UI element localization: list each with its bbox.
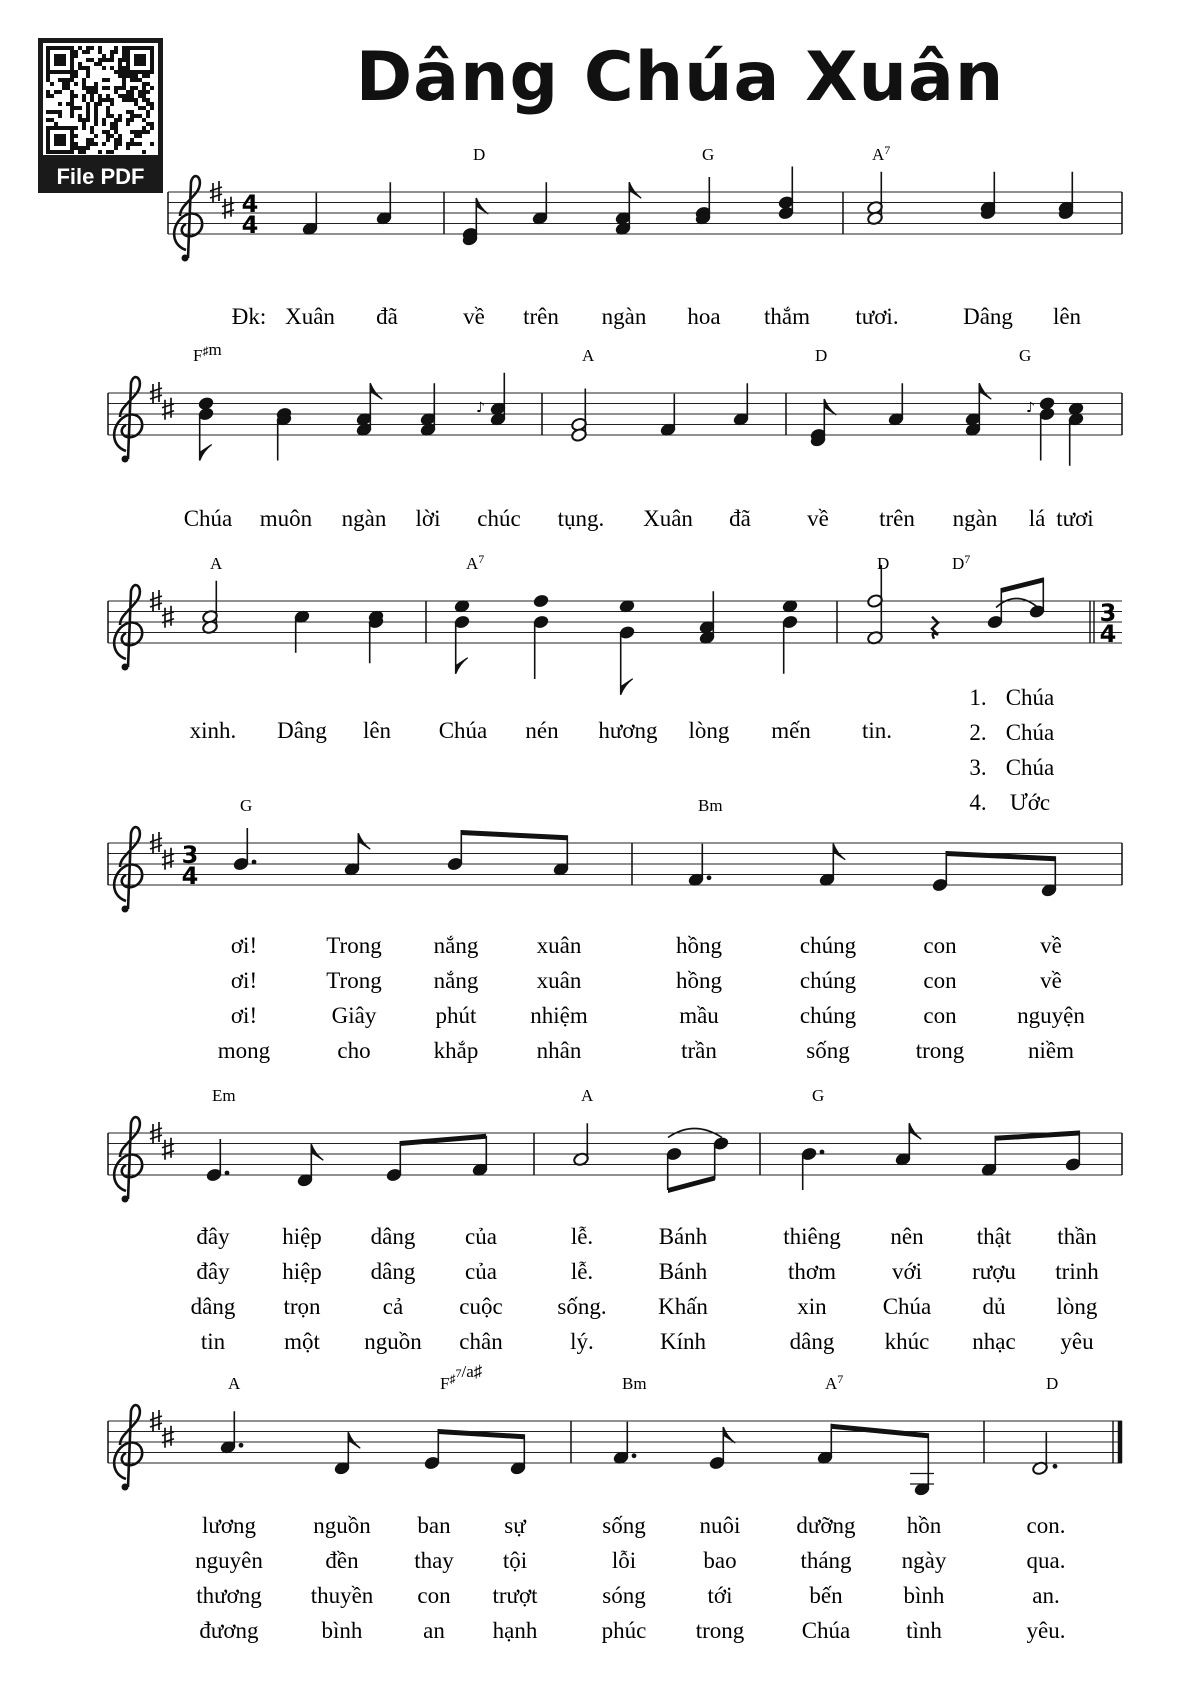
lyric-syllable: muôn (259, 506, 313, 531)
chord-symbol: G (702, 145, 715, 164)
beam (438, 1429, 524, 1439)
lyric-syllable: trong (695, 1618, 745, 1643)
note (553, 835, 570, 876)
beam (946, 851, 1055, 861)
lyric-syllable: tươi. (855, 304, 899, 329)
lyric-syllable: hạnh (492, 1618, 538, 1643)
lyric-syllable: sống (602, 1513, 646, 1538)
time-signature-top: 3 (1099, 599, 1117, 627)
lyric-syllable: lá (1028, 506, 1046, 531)
note (810, 399, 837, 448)
lyric-syllable: Chúa (1005, 720, 1055, 745)
lyric-syllable: ban (417, 1513, 451, 1538)
note (454, 615, 471, 674)
lyric-syllable: Xuân (643, 506, 693, 531)
note (895, 1123, 922, 1166)
flag (909, 1123, 921, 1139)
note (573, 1123, 590, 1166)
flag (629, 182, 641, 198)
lyric-syllable: khắp (433, 1038, 479, 1063)
lyric-syllable: đã (376, 304, 398, 329)
lyric-syllable: Bánh (658, 1224, 708, 1249)
lyric-syllable: an (423, 1618, 445, 1643)
lyric-syllable: nhạc (972, 1329, 1016, 1354)
lyric-syllable: dủ (982, 1294, 1006, 1319)
grace-note: ♪ (1026, 399, 1035, 416)
lyric-syllable: cả (382, 1294, 404, 1319)
note (709, 1427, 736, 1470)
lyric-syllable: nắng (433, 933, 479, 958)
chord-symbol: A (228, 1374, 241, 1393)
lyric-syllable: trên (879, 506, 915, 531)
lyric-syllable: Ước (1009, 790, 1051, 815)
lyric-syllable: con (417, 1583, 451, 1608)
lyric-syllable: ngàn (341, 506, 387, 531)
lyric-syllable: về (463, 304, 485, 329)
lyric-syllable: nhiệm (530, 1003, 588, 1028)
lyric-syllable: phúc (601, 1618, 647, 1643)
lyric-syllable: nguồn (364, 1329, 422, 1354)
lyric-syllable: một (284, 1329, 320, 1354)
lyric-syllable: trinh (1055, 1259, 1099, 1284)
lyric-syllable: Kính (660, 1329, 706, 1354)
flag (824, 399, 836, 415)
lyric-syllable: lòng (1056, 1294, 1098, 1319)
note (302, 193, 319, 236)
lyric-syllable: tụng. (557, 506, 605, 531)
note (510, 1434, 527, 1475)
lyric-syllable: Trong (326, 968, 382, 993)
lyric-syllable: Bánh (658, 1259, 708, 1284)
lyric-syllable: lời (415, 506, 441, 531)
lyric-syllable: qua. (1026, 1548, 1066, 1573)
grace-note: ♪ (476, 399, 485, 416)
lyric-syllable: thiêng (783, 1224, 841, 1249)
lyric-syllable: Chúa (882, 1294, 932, 1319)
lyric-syllable: thay (414, 1548, 454, 1573)
note (987, 588, 1004, 629)
note (334, 1432, 361, 1475)
time-signature-bottom: 4 (241, 211, 259, 239)
lyric-syllable: về (807, 506, 829, 531)
lyric-syllable: rượu (972, 1259, 1016, 1284)
key-sharp-c (162, 606, 174, 628)
lyric-syllable: về (1040, 968, 1062, 993)
chord-symbol: $D^7$ (952, 552, 971, 573)
note (613, 1422, 637, 1465)
lyric-syllable: lên (1052, 304, 1082, 329)
flag (833, 844, 845, 860)
verse-number: 4. (969, 790, 987, 815)
lyric-syllable: của (465, 1259, 497, 1284)
note (233, 828, 257, 871)
note (778, 167, 795, 221)
clef-dot (122, 456, 129, 463)
chord-symbol: D (1046, 1374, 1059, 1393)
lyric-syllable: trần (681, 1038, 717, 1063)
lyric-syllable: dưỡng (796, 1513, 856, 1538)
note (914, 1433, 931, 1496)
time-signature-top: 3 (181, 841, 199, 869)
lyric-syllable: chúng (799, 933, 857, 958)
lyric-syllable: đây (196, 1224, 230, 1249)
verse-number: 1. (969, 685, 987, 710)
chord-symbol: D (815, 346, 828, 365)
lyric-syllable: chúc (477, 506, 521, 531)
lyric-syllable: mong (217, 1038, 271, 1063)
staff-system-4 (108, 796, 1122, 1063)
note (198, 407, 215, 461)
lyric-syllable: tình (906, 1618, 942, 1643)
lyric-syllable: bao (703, 1548, 737, 1573)
lyric-syllable: hương (598, 718, 658, 743)
chord-symbol: Bm (698, 796, 723, 815)
lyric-syllable: Xuân (285, 304, 335, 329)
lyric-syllable: xuân (536, 933, 582, 958)
lyric-syllable: lễ. (570, 1259, 594, 1284)
note (1065, 1131, 1082, 1172)
staff-system-1 (168, 143, 1122, 329)
lyric-syllable: thương (196, 1583, 262, 1608)
lyric-syllable: đây (196, 1259, 230, 1284)
chord-symbol: D (473, 145, 486, 164)
lyric-syllable: cho (337, 1038, 371, 1063)
chord-symbol: G (812, 1086, 825, 1105)
lyric-syllable: bình (321, 1618, 363, 1643)
note (980, 172, 997, 221)
note (666, 1147, 683, 1190)
verse-number: 3. (969, 755, 987, 780)
lyric-syllable: dâng (370, 1224, 416, 1249)
chord-symbol: A (210, 554, 223, 573)
lyric-syllable: lương (201, 1513, 257, 1538)
note (817, 1424, 834, 1465)
chord-symbol: $F^{♯7}/a♯$ (440, 1362, 483, 1393)
lyric-syllable: niềm (1028, 1038, 1074, 1063)
treble-clef (114, 585, 142, 667)
lyric-syllable: dâng (190, 1294, 236, 1319)
lyric-syllable: ơi! (230, 968, 258, 993)
lyric-syllable: Chúa (1005, 685, 1055, 710)
lyric-syllable: con. (1026, 1513, 1066, 1538)
lyric-syllable: thần (1057, 1224, 1097, 1249)
staff-system-2 (108, 340, 1122, 531)
lyric-syllable: nuôi (699, 1513, 741, 1538)
lyric-syllable: ngàn (601, 304, 647, 329)
chord-symbol: $A^7$ (872, 143, 891, 164)
clef-dot (122, 1484, 129, 1491)
lyric-syllable: nguyên (195, 1548, 263, 1573)
lyric-syllable: Giây (331, 1003, 377, 1028)
flag (200, 445, 212, 461)
note (532, 182, 549, 225)
note (699, 591, 716, 645)
lyric-syllable: Chúa (438, 718, 488, 743)
beam (1001, 578, 1043, 594)
note (888, 383, 905, 426)
flag (358, 833, 370, 849)
clef-dot (122, 1196, 129, 1203)
beam (400, 1134, 486, 1146)
lyric-syllable: Chúa (1005, 755, 1055, 780)
lyric-syllable: yêu (1060, 1329, 1094, 1354)
lyric-syllable: Dâng (963, 304, 1013, 329)
note (462, 198, 489, 247)
lyric-syllable: chân (459, 1329, 503, 1354)
lyric-syllable: yêu. (1026, 1618, 1066, 1643)
lyric-syllable: tươi (1056, 506, 1094, 531)
note (1032, 1432, 1049, 1475)
note (533, 594, 550, 609)
lyric-syllable: tin (200, 1329, 226, 1354)
lyric-syllable: ngàn (952, 506, 998, 531)
dot (225, 1171, 230, 1176)
flag (370, 383, 382, 399)
note (386, 1141, 403, 1182)
lyric-syllable: nguồn (313, 1513, 371, 1538)
note (356, 383, 383, 437)
flag (348, 1432, 360, 1448)
key-sharp-c (162, 398, 174, 420)
clef-dot (182, 255, 189, 262)
lyric-syllable: con (923, 1003, 957, 1028)
key-sharp-c (222, 197, 234, 219)
treble-clef (114, 377, 142, 459)
flag (476, 198, 488, 214)
lyric-syllable: chúng (799, 1003, 857, 1028)
lyric-syllable: nhân (536, 1038, 582, 1063)
lyric-syllable: cuộc (459, 1294, 503, 1319)
lyric-syllable: Chúa (183, 506, 233, 531)
note (206, 1139, 230, 1182)
lyric-syllable: Đk: (231, 304, 267, 329)
note (420, 383, 437, 437)
notehead (533, 594, 550, 609)
staff-system-3 (108, 552, 1122, 743)
lyric-syllable: hiệp (282, 1224, 322, 1249)
lyric-syllable: thắm (764, 304, 810, 329)
note (276, 412, 293, 461)
note (533, 615, 550, 679)
note (733, 383, 750, 426)
verse-number: 2. (969, 720, 987, 745)
note (1041, 856, 1058, 897)
key-sharp-c (162, 1138, 174, 1160)
lyric-syllable: mến (771, 718, 811, 743)
quarter-rest (932, 617, 938, 639)
lyric-syllable: bến (809, 1583, 843, 1608)
chord-symbol: A (582, 346, 595, 365)
flag (311, 1144, 323, 1160)
lyric-syllable: con (923, 933, 957, 958)
lyric-syllable: xuân (536, 968, 582, 993)
lyric-syllable: Khấn (658, 1294, 708, 1319)
lyric-syllable: nắng (433, 968, 479, 993)
clef-dot (122, 906, 129, 913)
lyric-syllable: lòng (688, 718, 730, 743)
lyric-syllable: hồng (676, 933, 722, 958)
lyric-syllable: sống. (557, 1294, 607, 1319)
note (695, 177, 712, 226)
lyric-syllable: nén (525, 718, 559, 743)
note (490, 373, 507, 427)
lyric-syllable: hoa (687, 304, 721, 329)
lyric-syllable: xinh. (189, 718, 237, 743)
note (220, 1411, 244, 1454)
lyric-syllable: lý. (570, 1329, 594, 1354)
lyric-syllable: tới (707, 1583, 733, 1608)
lyric-syllable: thuyền (310, 1583, 374, 1608)
note (1068, 412, 1085, 466)
beam (461, 830, 567, 840)
lyric-syllable: dâng (370, 1259, 416, 1284)
note (615, 182, 642, 236)
lyric-syllable: đã (729, 506, 751, 531)
flag (456, 658, 468, 674)
lyric-syllable: tin. (861, 718, 893, 743)
lyric-syllable: hồn (906, 1513, 942, 1538)
lyric-syllable: an. (1032, 1583, 1060, 1608)
note (688, 844, 712, 887)
lyric-syllable: nên (890, 1224, 924, 1249)
lyric-syllable: hồng (676, 968, 722, 993)
chord-symbol: Em (212, 1086, 236, 1105)
note (1058, 172, 1075, 221)
key-sharp-c (162, 1426, 174, 1448)
lyric-syllable: tháng (800, 1548, 852, 1573)
chord-symbol: $A^7$ (825, 1372, 844, 1393)
lyric-syllable: sóng (602, 1583, 646, 1608)
lyric-syllable: với (891, 1259, 923, 1284)
dot (707, 875, 712, 880)
lyric-syllable: thơm (788, 1259, 836, 1284)
note (819, 844, 846, 887)
note (297, 1144, 324, 1187)
qr-label[interactable]: File PDF (38, 160, 163, 193)
lyric-syllable: chúng (799, 968, 857, 993)
treble-clef (114, 1117, 142, 1199)
treble-clef (114, 827, 142, 909)
lyric-syllable: lên (362, 718, 392, 743)
note (981, 1136, 998, 1177)
lyric-syllable: về (1040, 933, 1062, 958)
dot (239, 1443, 244, 1448)
beam (995, 1131, 1079, 1141)
lyric-syllable: trượt (492, 1583, 538, 1608)
chord-symbol: A (581, 1086, 594, 1105)
treble-clef (114, 1405, 142, 1487)
flag (621, 679, 633, 695)
lyric-syllable: lỗi (611, 1548, 637, 1573)
flag (723, 1427, 735, 1443)
lyric-syllable: khúc (884, 1329, 930, 1354)
lyric-syllable: trọn (283, 1294, 321, 1319)
dot (252, 860, 257, 865)
time-signature-bottom: 4 (181, 862, 199, 890)
chord-symbol: G (1019, 346, 1032, 365)
chord-symbol: $A^7$ (466, 552, 485, 573)
lyric-syllable: mầu (679, 1003, 719, 1028)
time-signature-top: 4 (241, 190, 259, 218)
note (294, 609, 311, 652)
staff-system-5 (108, 1086, 1122, 1354)
note (202, 581, 219, 635)
lyric-syllable: tội (502, 1548, 528, 1573)
note (932, 851, 949, 892)
lyric-syllable: trên (523, 304, 559, 329)
note (376, 182, 393, 225)
lyric-syllable: của (465, 1224, 497, 1249)
note (713, 1136, 730, 1179)
lyric-syllable: sống (806, 1038, 850, 1063)
note (472, 1136, 489, 1177)
note (867, 172, 884, 226)
lyric-syllable: sự (504, 1513, 526, 1538)
note (1039, 407, 1056, 461)
lyric-syllable: hiệp (282, 1259, 322, 1284)
lyric-syllable: ơi! (230, 1003, 258, 1028)
note (344, 833, 371, 876)
lyric-syllable: trong (915, 1038, 965, 1063)
lyric-syllable: ngày (901, 1548, 947, 1573)
lyric-syllable: Chúa (801, 1618, 851, 1643)
key-sharp-c (162, 848, 174, 870)
lyric-syllable: ơi! (230, 933, 258, 958)
treble-clef (174, 176, 202, 258)
lyric-syllable: con (923, 968, 957, 993)
dot (820, 1150, 825, 1155)
time-signature-bottom: 4 (1099, 620, 1117, 648)
note (660, 394, 677, 437)
lyric-syllable: đền (325, 1548, 359, 1573)
lyric-syllable: Dâng (277, 718, 327, 743)
lyric-syllable: nguyện (1017, 1003, 1085, 1028)
lyric-syllable: phút (435, 1003, 477, 1028)
flag (979, 383, 991, 399)
dot (1053, 1464, 1058, 1469)
slur (996, 599, 1038, 608)
note (424, 1429, 441, 1470)
note (782, 615, 799, 674)
lyric-syllable: dâng (789, 1329, 835, 1354)
page-title: Dâng Chúa Xuân (355, 38, 1005, 117)
note (965, 383, 992, 437)
lyric-syllable: thật (976, 1224, 1012, 1249)
beam (668, 1176, 715, 1194)
chord-symbol: Bm (622, 1374, 647, 1393)
lyric-syllable: bình (903, 1583, 945, 1608)
note (571, 389, 588, 443)
clef-dot (122, 664, 129, 671)
note (801, 1147, 825, 1190)
chord-symbol: F♯m (193, 340, 222, 365)
chord-symbol: D (877, 554, 890, 573)
note (368, 615, 385, 664)
dot (632, 1453, 637, 1458)
lyric-syllable: xin (797, 1294, 827, 1319)
note (447, 830, 464, 871)
staff-system-6 (108, 1362, 1122, 1643)
note (619, 625, 636, 695)
lyric-syllable: Trong (326, 933, 382, 958)
chord-symbol: G (240, 796, 253, 815)
lyric-syllable: đương (199, 1618, 259, 1643)
lyric-syllable: lễ. (570, 1224, 594, 1249)
